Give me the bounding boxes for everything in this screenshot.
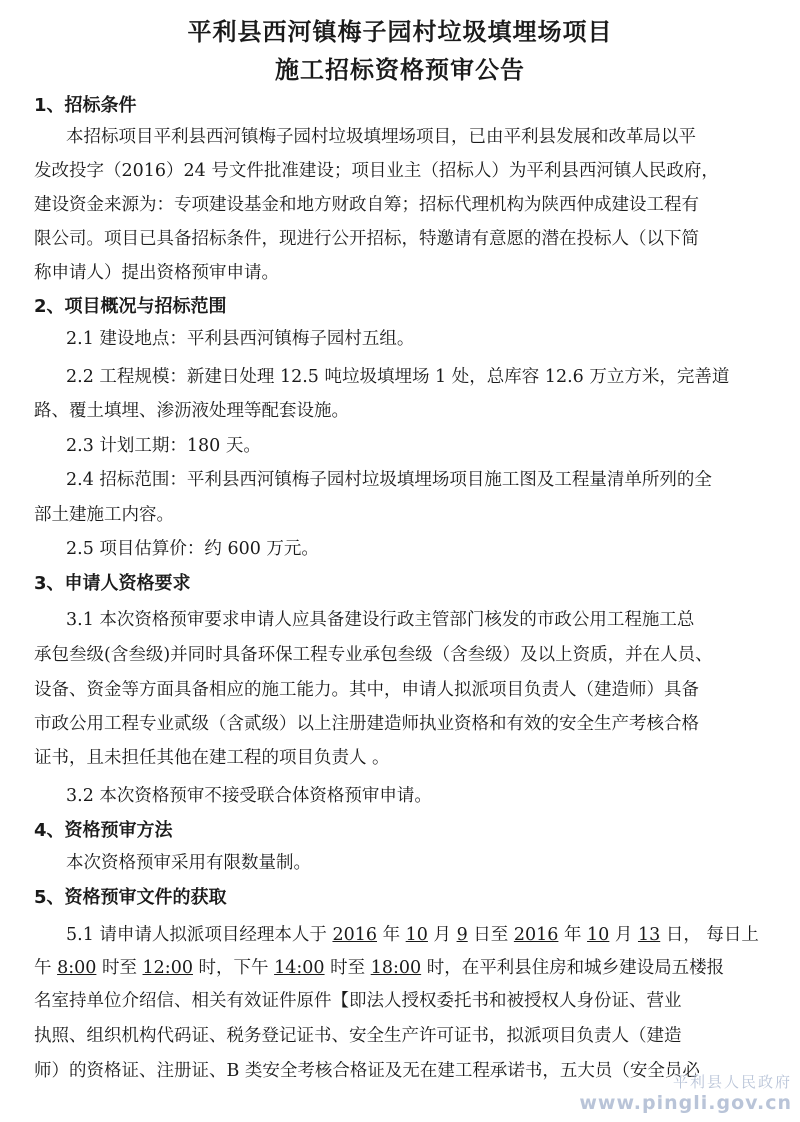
time-morning-end: 12:00 <box>142 958 193 978</box>
time-afternoon-end: 18:00 <box>370 958 422 978</box>
section-heading-1: 1、招标条件 <box>34 95 137 116</box>
paragraph-line: 2.4 招标范围：平利县西河镇梅子园村垃圾填埋场项目施工图及工程量清单所列的全 <box>66 470 712 490</box>
text-segment: 5.1 请申请人拟派项目经理本人于 <box>66 925 333 945</box>
text-segment: 时，下午 <box>192 958 275 978</box>
paragraph-line: 设备、资金等方面具备相应的施工能力。其中，申请人拟派项目负责人（建造师）具备 <box>34 680 699 700</box>
document-title-line1: 平利县西河镇梅子园村垃圾填埋场项目 <box>187 18 613 46</box>
paragraph-line <box>66 927 800 945</box>
paragraph-line: 师）的资格证、注册证、B 类安全考核合格证及无在建工程承诺书，五大员（安全员必 <box>34 1061 700 1081</box>
watermark-url: www.pingli.gov.cn <box>579 1092 792 1114</box>
paragraph-line: 2.2 工程规模：新建日处理 12.5 吨垃圾填埋场 1 处，总库容 12.6 万立方米，完善道 <box>66 367 730 387</box>
text-segment: 年 <box>377 925 406 945</box>
text-segment: 年 <box>558 925 588 945</box>
paragraph-line <box>34 960 784 978</box>
text-segment: 时，在平利县住房和城乡建设局五楼报 <box>421 958 725 978</box>
paragraph-line: 路、覆土填埋、渗沥液处理等配套设施。 <box>34 401 349 421</box>
watermark-org: 平利县人民政府 <box>672 1073 792 1091</box>
paragraph-line: 本次资格预审采用有限数量制。 <box>66 853 311 873</box>
paragraph-line: 发改投字（2016）24 号文件批准建设；项目业主（招标人）为平利县西河镇人民政府， <box>34 161 719 181</box>
paragraph-line: 部土建施工内容。 <box>34 505 174 525</box>
paragraph-line: 建设资金来源为：专项建设基金和地方财政自筹；招标代理机构为陕西仲成建设工程有 <box>34 195 699 215</box>
section-heading-3: 3、申请人资格要求 <box>34 573 191 594</box>
paragraph-line: 2.3 计划工期：180 天。 <box>66 436 261 456</box>
section-heading-2: 2、项目概况与招标范围 <box>34 296 227 317</box>
date-year-end: 2016 <box>513 925 559 945</box>
text-segment: 月 <box>427 925 457 945</box>
paragraph-line: 2.5 项目估算价：约 600 万元。 <box>66 539 319 559</box>
date-day-end: 13 <box>637 925 661 945</box>
text-segment: 时至 <box>96 958 143 978</box>
text-segment: 月 <box>609 925 638 945</box>
paragraph-line: 2.1 建设地点：平利县西河镇梅子园村五组。 <box>66 329 415 349</box>
date-year-start: 2016 <box>332 925 378 945</box>
paragraph-line: 名室持单位介绍信、相关有效证件原件【即法人授权委托书和被授权人身份证、营业 <box>34 991 682 1011</box>
paragraph-line: 3.2 本次资格预审不接受联合体资格预审申请。 <box>66 786 432 806</box>
time-morning-start: 8:00 <box>57 958 97 978</box>
paragraph-line: 证书，且未担任其他在建工程的项目负责人 。 <box>34 748 390 768</box>
text-segment: 时至 <box>324 958 371 978</box>
date-month-end: 10 <box>587 925 610 945</box>
date-month-start: 10 <box>405 925 428 945</box>
text-segment: 午 <box>34 958 58 978</box>
paragraph-line: 限公司。项目已具备招标条件，现进行公开招标，特邀请有意愿的潜在投标人（以下简 <box>34 229 699 249</box>
time-afternoon-start: 14:00 <box>274 958 325 978</box>
paragraph-line: 3.1 本次资格预审要求申请人应具备建设行政主管部门核发的市政公用工程施工总 <box>66 610 695 630</box>
section-heading-4: 4、资格预审方法 <box>34 820 173 841</box>
document-title-line2: 施工招标资格预审公告 <box>275 56 525 84</box>
date-day-start: 9 <box>456 925 468 945</box>
website-watermark <box>579 1071 792 1114</box>
paragraph-line: 称申请人）提出资格预审申请。 <box>34 263 279 283</box>
paragraph-line: 承包叁级(含叁级)并同时具备环保工程专业承包叁级（含叁级）及以上资质，并在人员、 <box>34 645 713 665</box>
text-segment: 日， 每日上 <box>660 925 759 945</box>
paragraph-line: 市政公用工程专业贰级（含贰级）以上注册建造师执业资格和有效的安全生产考核合格 <box>34 714 699 734</box>
text-segment: 日至 <box>467 925 514 945</box>
section-heading-5: 5、资格预审文件的获取 <box>34 887 227 908</box>
paragraph-line: 执照、组织机构代码证、税务登记证书、安全生产许可证书，拟派项目负责人（建造 <box>34 1026 682 1046</box>
paragraph-line: 本招标项目平利县西河镇梅子园村垃圾填埋场项目，已由平利县发展和改革局以平 <box>66 127 696 147</box>
